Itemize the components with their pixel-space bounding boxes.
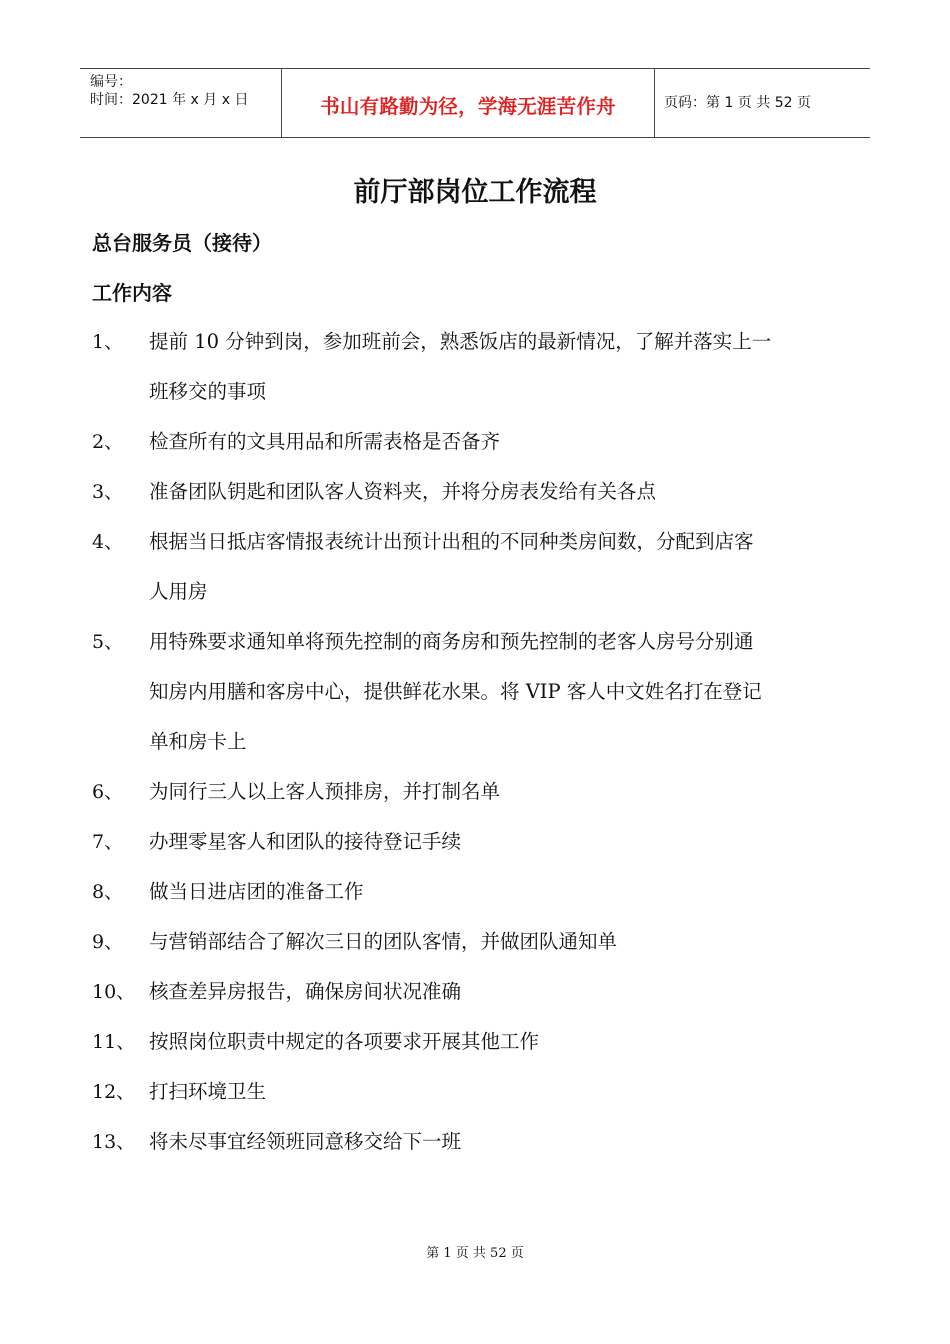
list-item-text: 办理零星客人和团队的接待登记手续	[149, 830, 462, 853]
list-item-text: 检查所有的文具用品和所需表格是否备齐	[149, 430, 501, 453]
list-item-number: 4、	[92, 531, 124, 553]
list-item-text: 准备团队钥匙和团队客人资料夹，并将分房表发给有关各点	[149, 480, 657, 503]
header-right-cell	[655, 69, 870, 137]
list-item-number: 1、	[92, 331, 124, 353]
list-item-number: 2、	[92, 431, 124, 453]
list-item-number: 10、	[92, 981, 136, 1003]
list-item-text: 单和房卡上	[149, 730, 247, 753]
footer-page-number: 第 1 页 共 52 页	[426, 1246, 524, 1261]
page-header	[80, 68, 870, 138]
list-item-text: 班移交的事项	[149, 380, 267, 403]
list-item-text: 知房内用膳和客房中心，提供鲜花水果。将 VIP 客人中文姓名打在登记	[149, 680, 762, 703]
list-item-number: 7、	[92, 831, 124, 853]
header-left-cell	[80, 69, 280, 137]
list-item-text: 与营销部结合了解次三日的团队客情，并做团队通知单	[149, 930, 618, 953]
list-item-text: 人用房	[149, 580, 208, 603]
header-motto-cell	[281, 69, 655, 137]
list-item-text: 用特殊要求通知单将预先控制的商务房和预先控制的老客人房号分别通	[149, 630, 754, 653]
content-heading: 工作内容	[92, 281, 172, 305]
list-item-text: 做当日进店团的准备工作	[149, 880, 364, 903]
list-item-number: 13、	[92, 1131, 136, 1153]
list-item-number: 12、	[92, 1081, 136, 1103]
list-item-text: 将未尽事宜经领班同意移交给下一班	[149, 1130, 462, 1153]
list-item-text: 根据当日抵店客情报表统计出预计出租的不同种类房间数，分配到店客	[149, 530, 754, 553]
list-item-number: 8、	[92, 881, 124, 903]
document-time-label: 时间：2021 年 x 月 x 日	[90, 92, 249, 108]
list-item-number: 9、	[92, 931, 124, 953]
role-heading: 总台服务员（接待）	[92, 231, 272, 255]
list-item-text: 为同行三人以上客人预排房，并打制名单	[149, 780, 501, 803]
list-item-text: 提前 10 分钟到岗，参加班前会，熟悉饭店的最新情况，了解并落实上一	[149, 330, 772, 353]
header-page-info: 页码：第 1 页 共 52 页	[664, 95, 811, 111]
list-item-text: 核查差异房报告，确保房间状况准确	[149, 980, 462, 1003]
header-motto: 书山有路勤为径，学海无涯苦作舟	[320, 95, 616, 118]
list-item-number: 11、	[92, 1031, 136, 1053]
list-item-number: 5、	[92, 631, 124, 653]
page-footer	[0, 1246, 950, 1262]
list-item-number: 3、	[92, 481, 124, 503]
list-item-number: 6、	[92, 781, 124, 803]
document-title: 前厅部岗位工作流程	[353, 177, 597, 208]
list-item-text: 按照岗位职责中规定的各项要求开展其他工作	[149, 1030, 540, 1053]
list-item-text: 打扫环境卫生	[149, 1080, 267, 1103]
document-id-label: 编号：	[90, 74, 132, 90]
